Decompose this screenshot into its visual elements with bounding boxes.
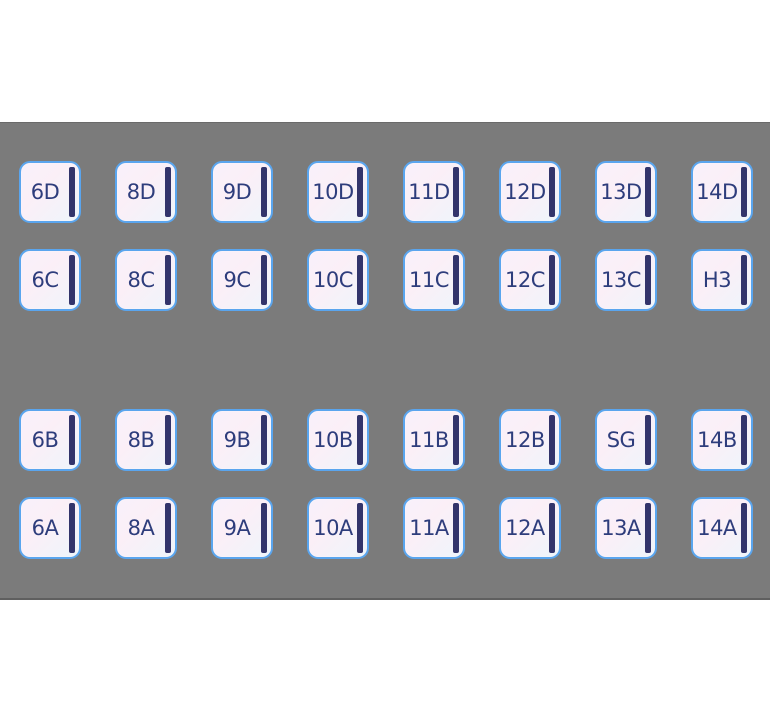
seat-back-icon xyxy=(69,255,75,305)
seat-label: 11A xyxy=(409,516,449,540)
seat-label: 10A xyxy=(313,516,353,540)
seat-button[interactable] xyxy=(691,497,753,559)
seat-button[interactable] xyxy=(115,409,177,471)
seat-back-icon xyxy=(165,503,171,553)
seat-label: 12A xyxy=(505,516,545,540)
seat-label: 14A xyxy=(697,516,737,540)
seat-label: H3 xyxy=(702,268,732,292)
seat-back-icon xyxy=(165,415,171,465)
seat-label: 14B xyxy=(697,428,737,452)
seat-button[interactable] xyxy=(19,249,81,311)
seat-label: 13A xyxy=(601,516,641,540)
seat-row-b xyxy=(19,409,764,471)
seat-back-icon xyxy=(357,167,363,217)
seat-button[interactable] xyxy=(595,249,657,311)
seat-label: SG xyxy=(606,428,636,452)
seat-button[interactable] xyxy=(211,249,273,311)
seat-label: 6C xyxy=(31,268,59,292)
seat-back-icon xyxy=(741,415,747,465)
seat-button[interactable] xyxy=(19,161,81,223)
seat-label: 13D xyxy=(600,180,642,204)
seat-back-icon xyxy=(645,255,651,305)
seat-back-icon xyxy=(645,503,651,553)
seat-button[interactable] xyxy=(403,161,465,223)
seat-label: 9B xyxy=(223,428,251,452)
seat-back-icon xyxy=(453,255,459,305)
seat-label: 6D xyxy=(30,180,60,204)
seat-label: 8B xyxy=(127,428,155,452)
seat-label: 14D xyxy=(696,180,738,204)
seat-back-icon xyxy=(261,503,267,553)
seat-button[interactable] xyxy=(691,249,753,311)
seat-row-d xyxy=(19,161,764,223)
seat-label: 11D xyxy=(408,180,450,204)
seat-label: 13C xyxy=(601,268,641,292)
seat-back-icon xyxy=(549,255,555,305)
seat-button[interactable] xyxy=(307,249,369,311)
seat-label: 10B xyxy=(313,428,353,452)
seat-button[interactable] xyxy=(211,161,273,223)
seat-button[interactable] xyxy=(403,409,465,471)
seat-row-a xyxy=(19,497,764,559)
seat-back-icon xyxy=(453,167,459,217)
seat-button[interactable] xyxy=(307,161,369,223)
seat-label: 8C xyxy=(127,268,155,292)
seat-back-icon xyxy=(357,503,363,553)
seat-back-icon xyxy=(357,415,363,465)
seat-button[interactable] xyxy=(403,249,465,311)
seat-label: 9C xyxy=(223,268,251,292)
seat-label: 10D xyxy=(312,180,354,204)
seat-back-icon xyxy=(69,503,75,553)
seat-button[interactable] xyxy=(595,497,657,559)
seat-back-icon xyxy=(549,503,555,553)
seat-button[interactable] xyxy=(499,161,561,223)
seat-back-icon xyxy=(645,167,651,217)
seat-back-icon xyxy=(261,415,267,465)
seat-button[interactable] xyxy=(307,497,369,559)
seat-back-icon xyxy=(741,255,747,305)
seat-button[interactable] xyxy=(211,409,273,471)
seat-back-icon xyxy=(549,415,555,465)
seat-label: 10C xyxy=(313,268,353,292)
seat-label: 6B xyxy=(31,428,59,452)
seat-button[interactable] xyxy=(115,497,177,559)
seat-back-icon xyxy=(549,167,555,217)
seat-label: 12B xyxy=(505,428,545,452)
seat-back-icon xyxy=(69,167,75,217)
seat-label: 6A xyxy=(31,516,59,540)
seat-label: 8A xyxy=(127,516,155,540)
seat-button[interactable] xyxy=(595,161,657,223)
seat-button[interactable] xyxy=(499,409,561,471)
seat-back-icon xyxy=(453,503,459,553)
seat-button[interactable] xyxy=(499,497,561,559)
seat-back-icon xyxy=(261,167,267,217)
seat-back-icon xyxy=(357,255,363,305)
seat-label: 8D xyxy=(126,180,156,204)
seat-button[interactable] xyxy=(19,409,81,471)
seat-back-icon xyxy=(453,415,459,465)
seat-button[interactable] xyxy=(115,249,177,311)
seat-back-icon xyxy=(741,167,747,217)
seat-button[interactable] xyxy=(691,409,753,471)
seat-button[interactable] xyxy=(595,409,657,471)
seat-button[interactable] xyxy=(691,161,753,223)
seat-button[interactable] xyxy=(499,249,561,311)
seat-map-cabin xyxy=(0,122,770,600)
seat-button[interactable] xyxy=(115,161,177,223)
seat-back-icon xyxy=(165,167,171,217)
seat-back-icon xyxy=(261,255,267,305)
seat-row-c xyxy=(19,249,764,311)
seat-label: 9D xyxy=(222,180,252,204)
seat-back-icon xyxy=(645,415,651,465)
seat-button[interactable] xyxy=(307,409,369,471)
seat-back-icon xyxy=(69,415,75,465)
seat-label: 12C xyxy=(505,268,545,292)
seat-label: 9A xyxy=(223,516,251,540)
seat-button[interactable] xyxy=(211,497,273,559)
seat-back-icon xyxy=(165,255,171,305)
seat-label: 12D xyxy=(504,180,546,204)
seat-back-icon xyxy=(741,503,747,553)
seat-label: 11C xyxy=(409,268,449,292)
seat-button[interactable] xyxy=(403,497,465,559)
seat-button[interactable] xyxy=(19,497,81,559)
seat-label: 11B xyxy=(409,428,449,452)
